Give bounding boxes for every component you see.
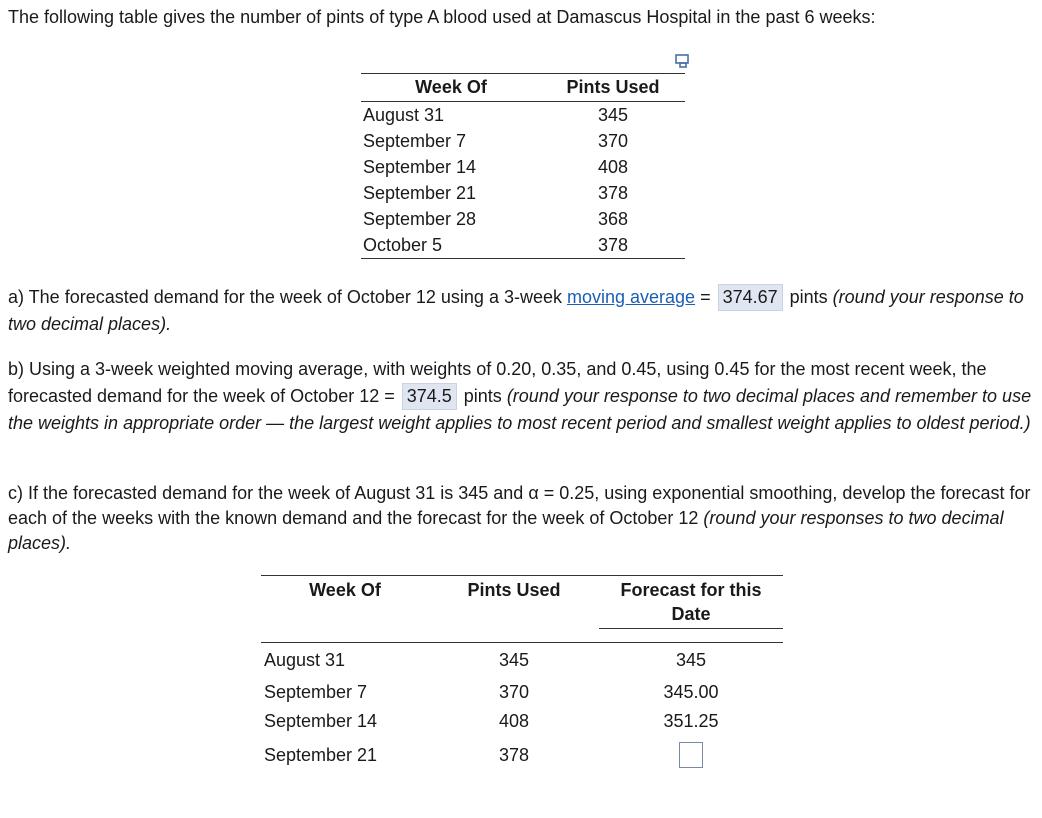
part-c-note: (round your responses to two decimal places). [8, 508, 1004, 553]
week-cell: September 21 [363, 183, 477, 203]
pints-cell: 370 [597, 131, 629, 151]
part-a-question [8, 284, 1038, 338]
table-row [361, 154, 685, 180]
week-cell: September 14 [264, 710, 378, 731]
table-row [261, 643, 783, 677]
header-week-of: Week Of [261, 576, 429, 629]
table-row [361, 128, 685, 154]
part-a-units: pints [784, 287, 833, 307]
part-a-equals: = [695, 287, 716, 307]
table-row [361, 232, 685, 259]
week-cell: September 21 [264, 744, 378, 765]
forecast-table [261, 575, 783, 775]
table-row [361, 102, 685, 129]
week-cell: August 31 [264, 649, 346, 670]
part-b-units: pints [458, 386, 507, 406]
intro-text: The following table gives the number of pints of type A blood used at Damascus Hospital in the past 6 weeks: [8, 7, 876, 27]
week-cell: September 14 [363, 157, 477, 177]
pints-cell: 370 [498, 681, 530, 702]
part-b-note: (round your response to two decimal places and remember to use the weights in appropriate order — the largest weight applies to most recent period and smallest weight applies to oldest period.) [8, 386, 1032, 433]
part-a-answer-field[interactable]: 374.67 [718, 284, 783, 311]
part-b-answer-field[interactable]: 374.5 [402, 383, 457, 410]
pints-cell: 345 [597, 105, 629, 125]
header-pints-used: Pints Used [429, 576, 599, 629]
table-row [361, 180, 685, 206]
forecast-input[interactable] [679, 742, 703, 768]
week-cell: September 28 [363, 209, 477, 229]
part-b-question [8, 356, 1038, 437]
forecast-cell: 345.00 [663, 681, 719, 702]
pints-cell: 408 [498, 710, 530, 731]
pints-cell: 378 [597, 183, 629, 203]
forecast-cell [599, 735, 783, 775]
pints-cell: 378 [498, 744, 530, 765]
table-row [261, 677, 783, 707]
header-week-of: Week Of [361, 74, 541, 102]
table-row [261, 735, 783, 775]
week-cell: September 7 [363, 131, 467, 151]
copy-table-icon[interactable] [674, 52, 692, 70]
week-cell: September 7 [264, 681, 368, 702]
table-row [261, 707, 783, 735]
pints-table [361, 73, 685, 259]
week-cell: October 5 [361, 232, 541, 259]
forecast-cell: 351.25 [663, 710, 719, 731]
header-forecast: Forecast for this Date [599, 576, 783, 629]
part-b-text: b) Using a 3-week weighted moving average, with weights of 0.20, 0.35, and 0.45, using 0.45 for the most recent week, the forecasted demand for the week of October 12 = [8, 359, 987, 406]
pints-cell: 368 [597, 209, 629, 229]
pints-cell: 378 [541, 232, 685, 259]
part-c-text: c) If the forecasted demand for the week of August 31 is 345 and α = 0.25, using exponential smoothing, develop the forecast for each of the weeks with the known demand and the forecast for the week of October 12 [8, 483, 1031, 528]
part-a-note: (round your response to two decimal places). [8, 287, 1024, 334]
table-row [361, 206, 685, 232]
part-c-question [8, 481, 1038, 556]
forecast-cell: 345 [675, 649, 707, 670]
pints-cell: 345 [498, 649, 530, 670]
week-cell: August 31 [363, 105, 445, 125]
part-a-text: a) The forecasted demand for the week of October 12 using a 3-week [8, 287, 567, 307]
pints-cell: 408 [597, 157, 629, 177]
header-pints-used: Pints Used [541, 74, 685, 102]
moving-average-link[interactable]: moving average [566, 287, 696, 307]
